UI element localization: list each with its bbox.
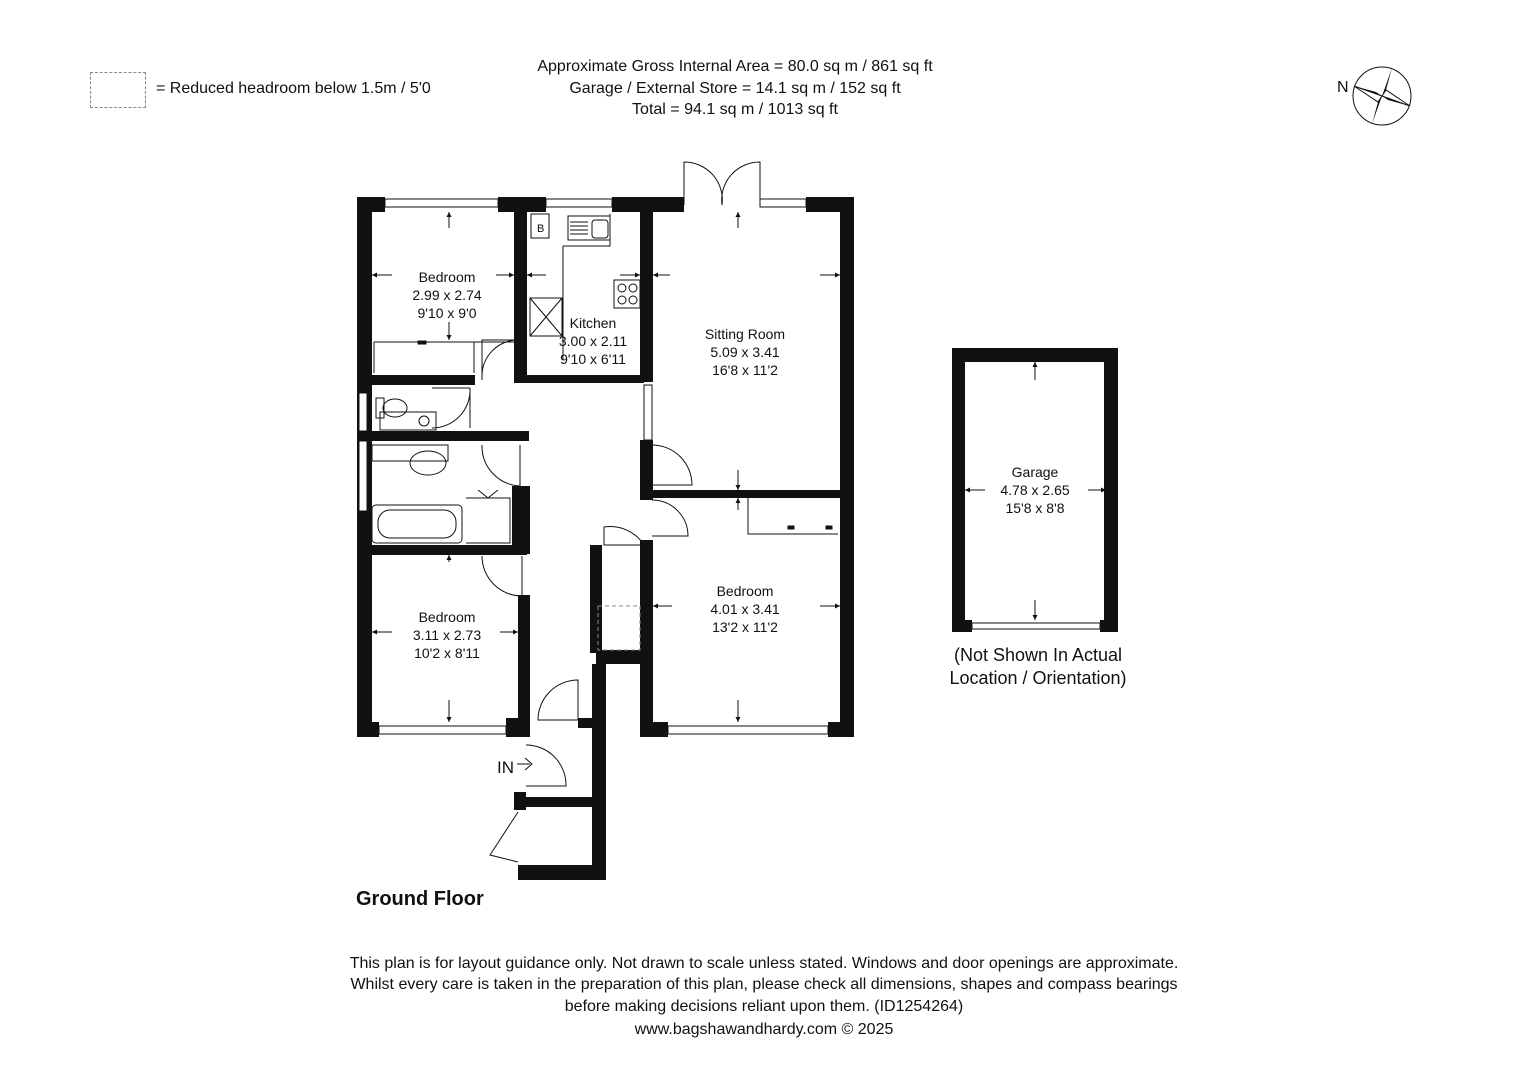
disclaimer-line1: This plan is for layout guidance only. Not drawn to scale unless stated. Windows and door openings are approximate. (349, 955, 1179, 972)
bedroom3-metric: 4.01 x 3.41 (710, 601, 780, 617)
disclaimer-line2: Whilst every care is taken in the preparation of this plan, please check all dimensions, shapes and compass bearings (350, 976, 1178, 993)
garage-note-line1: (Not Shown In Actual (953, 645, 1123, 665)
reduced-headroom-legend-text: = Reduced headroom below 1.5m / 5'0 (156, 80, 431, 97)
bedroom3-name: Bedroom (716, 583, 774, 599)
sitting-room-name: Sitting Room (704, 326, 786, 342)
entrance-label: IN (497, 758, 514, 777)
floor-title: Ground Floor (356, 888, 484, 910)
disclaimer-line3: before making decisions reliant upon them. (ID1254264) (564, 998, 964, 1015)
kitchen-metric: 3.00 x 2.11 (558, 333, 628, 349)
garage-note-line2: Location / Orientation) (949, 668, 1127, 688)
bedroom2-metric: 3.11 x 2.73 (412, 627, 482, 643)
bedroom1-metric: 2.99 x 2.74 (412, 287, 482, 303)
sitting-room-metric: 5.09 x 3.41 (710, 344, 780, 360)
garage-store-area: Garage / External Store = 14.1 sq m / 152 sq ft (569, 80, 901, 97)
bedroom2-name: Bedroom (418, 609, 476, 625)
kitchen-imperial: 9'10 x 6'11 (560, 351, 626, 367)
website-copyright: www.bagshawandhardy.com © 2025 (634, 1021, 894, 1038)
gross-internal-area: Approximate Gross Internal Area = 80.0 sq m / 861 sq ft (537, 58, 933, 75)
bedroom2-imperial: 10'2 x 8'11 (414, 645, 480, 661)
total-area: Total = 94.1 sq m / 1013 sq ft (632, 101, 838, 118)
bedroom1-imperial: 9'10 x 9'0 (417, 305, 477, 321)
garage-name: Garage (1011, 464, 1059, 480)
garage-metric: 4.78 x 2.65 (1000, 482, 1070, 498)
entrance-arrow-icon (517, 758, 532, 770)
reduced-headroom-area (598, 606, 640, 650)
sitting-room-imperial: 16'8 x 11'2 (712, 362, 778, 378)
garage-door (972, 623, 1100, 629)
bedroom3-imperial: 13'2 x 11'2 (712, 619, 778, 635)
compass-rose-icon (1353, 67, 1411, 125)
bedroom1-name: Bedroom (418, 269, 476, 285)
kitchen-name: Kitchen (569, 315, 617, 331)
compass-north-label: N (1337, 79, 1349, 96)
bathroom-fixtures (372, 398, 510, 543)
garage-imperial: 15'8 x 8'8 (1005, 500, 1065, 516)
boiler-label: B (537, 223, 545, 235)
